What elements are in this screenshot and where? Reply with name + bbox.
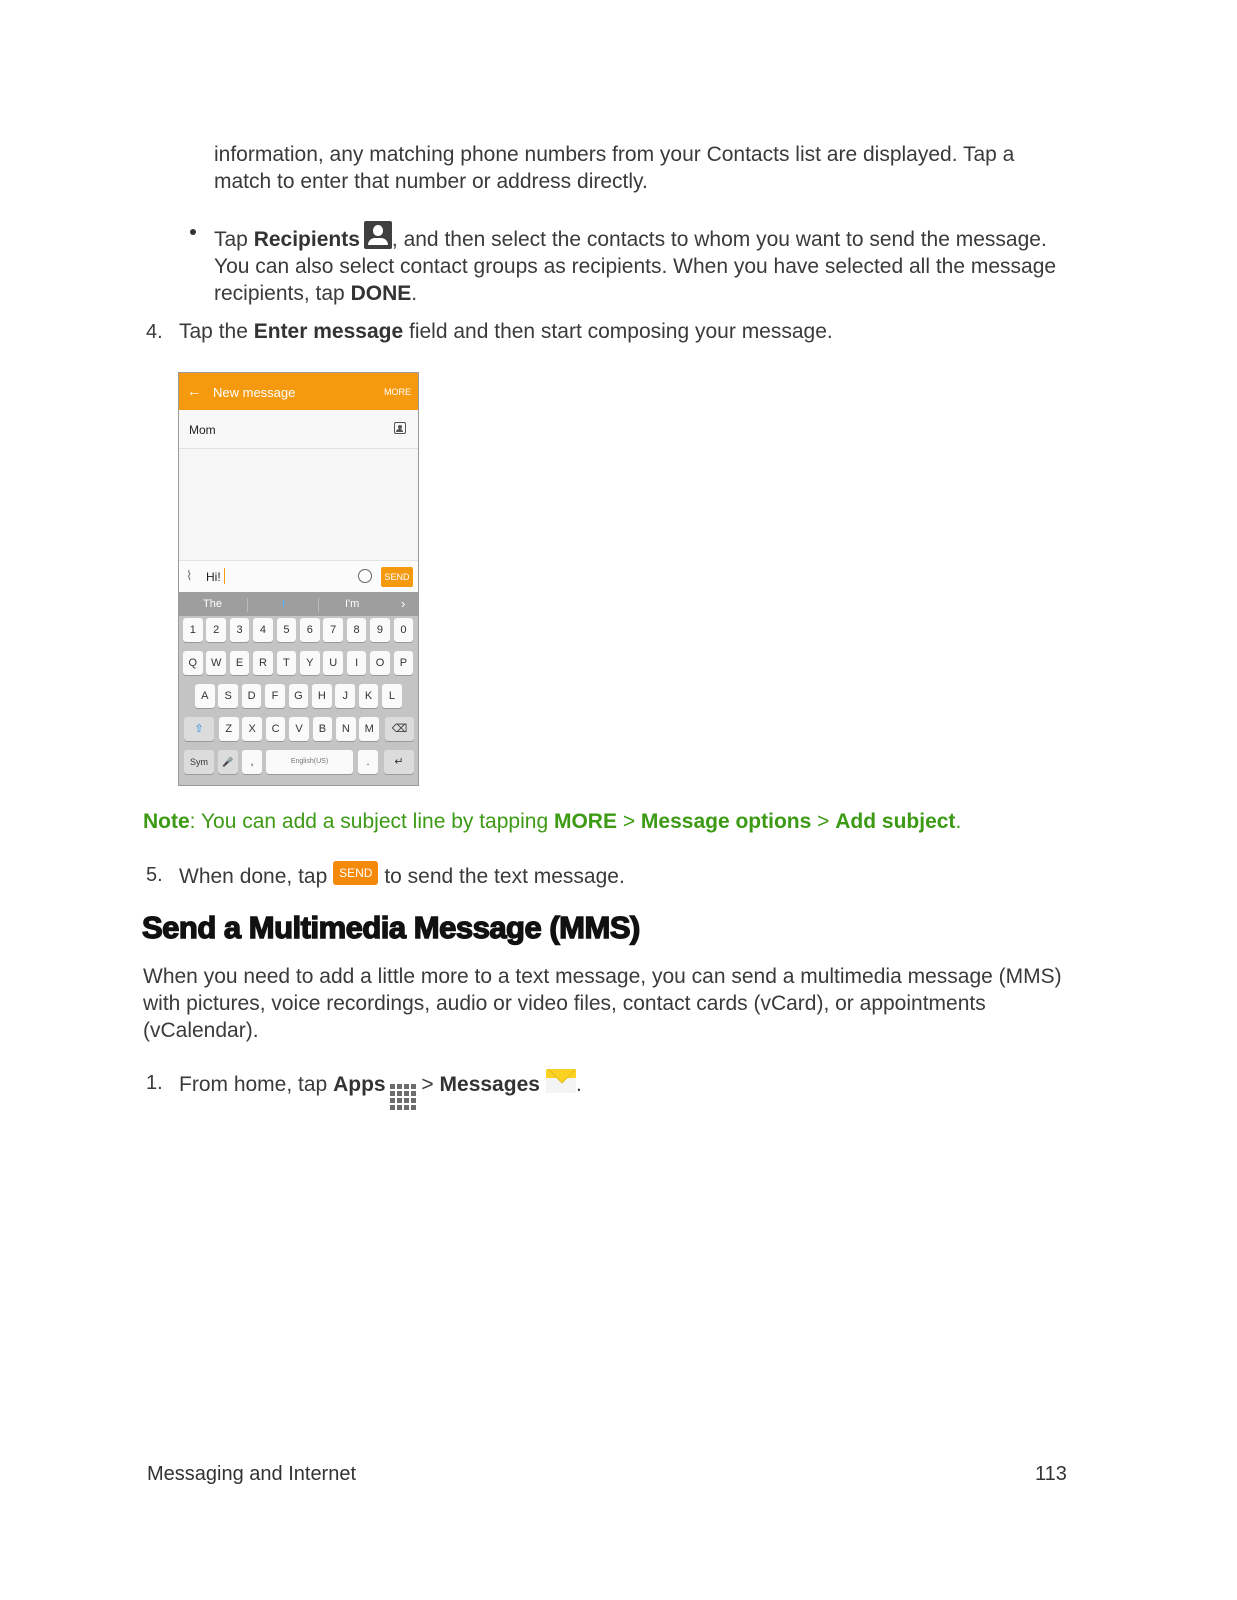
letter-key[interactable]: B bbox=[313, 717, 333, 741]
step-1-text: From home, tap Apps > Messages . bbox=[179, 1069, 582, 1110]
number-key[interactable]: 5 bbox=[277, 618, 297, 642]
letter-key[interactable]: J bbox=[335, 684, 355, 708]
letter-key[interactable]: I bbox=[347, 651, 367, 675]
note-label: Note bbox=[143, 810, 190, 833]
message-input[interactable]: Hi! bbox=[206, 570, 221, 584]
number-key[interactable]: 8 bbox=[347, 618, 367, 642]
number-key[interactable]: 0 bbox=[394, 618, 414, 642]
mms-line-3: (vCalendar). bbox=[143, 1019, 259, 1042]
letter-key[interactable]: W bbox=[206, 651, 226, 675]
contact-picker-icon[interactable] bbox=[394, 422, 406, 434]
letter-key[interactable]: K bbox=[359, 684, 379, 708]
messages-label: Messages bbox=[439, 1073, 540, 1096]
letter-key[interactable]: U bbox=[323, 651, 343, 675]
number-key[interactable]: 1 bbox=[183, 618, 203, 642]
contact-icon bbox=[364, 221, 392, 249]
text-cursor bbox=[224, 568, 225, 584]
letter-key[interactable]: C bbox=[266, 717, 286, 741]
letter-key[interactable]: P bbox=[394, 651, 414, 675]
attach-icon[interactable]: ⌇ bbox=[186, 568, 193, 583]
letter-key[interactable]: D bbox=[242, 684, 262, 708]
letter-key[interactable]: L bbox=[382, 684, 402, 708]
footer-page-number: 113 bbox=[1035, 1463, 1067, 1485]
intro-line-1: information, any matching phone numbers from your Contacts list are displayed. Tap a bbox=[214, 143, 1015, 166]
recipients-bullet bbox=[214, 221, 1056, 307]
letter-key[interactable]: O bbox=[370, 651, 390, 675]
back-arrow-icon[interactable]: ← bbox=[187, 383, 201, 399]
messages-envelope-icon bbox=[546, 1069, 576, 1093]
step-5-text: When done, tap SEND to send the text message. bbox=[179, 861, 625, 890]
intro-paragraph bbox=[214, 141, 1014, 195]
footer-section-name: Messaging and Internet bbox=[147, 1463, 357, 1485]
letter-key[interactable]: X bbox=[242, 717, 262, 741]
letter-key[interactable]: E bbox=[230, 651, 250, 675]
emoji-icon[interactable] bbox=[358, 569, 372, 583]
apps-label: Apps bbox=[333, 1073, 386, 1096]
note-more: MORE bbox=[553, 810, 617, 833]
shift-key[interactable]: ⇧ bbox=[184, 717, 214, 741]
letter-key[interactable]: Z bbox=[219, 717, 239, 741]
suggestion-2[interactable]: I bbox=[282, 598, 286, 610]
recipient-name: Mom bbox=[189, 423, 216, 437]
bullet-line-3: recipients, tap DONE. bbox=[214, 282, 418, 305]
recipients-label: Recipients bbox=[253, 228, 360, 251]
mms-paragraph bbox=[143, 963, 1062, 1044]
keyboard bbox=[179, 616, 418, 785]
bullet-dot bbox=[190, 229, 196, 235]
note-add-subject: Add subject bbox=[835, 810, 956, 833]
letter-key[interactable]: Q bbox=[183, 651, 203, 675]
period-key[interactable]: . bbox=[358, 750, 378, 774]
microphone-key[interactable]: 🎤 bbox=[218, 750, 238, 774]
letter-key[interactable]: V bbox=[289, 717, 309, 741]
step-5-number: 5. bbox=[146, 864, 163, 886]
apps-grid-icon bbox=[390, 1084, 416, 1110]
screen-title: New message bbox=[213, 385, 296, 400]
phone-screenshot bbox=[178, 372, 419, 786]
note-message-options: Message options bbox=[640, 810, 812, 833]
number-key[interactable]: 6 bbox=[300, 618, 320, 642]
more-button[interactable]: MORE bbox=[384, 387, 411, 397]
mms-line-2: with pictures, voice recordings, audio or video files, contact cards (vCard), or appointments bbox=[143, 992, 986, 1015]
mms-line-1: When you need to add a little more to a text message, you can send a multimedia message (MMS) bbox=[143, 965, 1062, 988]
suggestion-expand-icon[interactable]: › bbox=[401, 596, 406, 611]
section-heading: Send a Multimedia Message (MMS) bbox=[142, 910, 640, 945]
app-header bbox=[179, 373, 418, 410]
number-key[interactable]: 7 bbox=[323, 618, 343, 642]
suggestion-bar bbox=[179, 592, 418, 616]
letter-key[interactable]: T bbox=[277, 651, 297, 675]
suggestion-divider bbox=[247, 598, 248, 612]
number-key[interactable]: 9 bbox=[370, 618, 390, 642]
letter-key[interactable]: N bbox=[336, 717, 356, 741]
suggestion-3[interactable]: I'm bbox=[345, 598, 360, 610]
compose-bar bbox=[179, 560, 418, 593]
step-4-text: Tap the Enter message field and then start composing your message. bbox=[179, 320, 833, 343]
enter-key[interactable]: ↵ bbox=[384, 750, 414, 774]
done-label: DONE bbox=[350, 282, 412, 305]
note-line: Note: You can add a subject line by tapping MORE > Message options > Add subject. bbox=[143, 810, 962, 833]
letter-key[interactable]: Y bbox=[300, 651, 320, 675]
enter-message-label: Enter message bbox=[253, 320, 404, 343]
step-4-number: 4. bbox=[146, 321, 163, 343]
step-1-number: 1. bbox=[146, 1072, 163, 1094]
number-key[interactable]: 3 bbox=[230, 618, 250, 642]
letter-key[interactable]: F bbox=[265, 684, 285, 708]
letter-key[interactable]: H bbox=[312, 684, 332, 708]
letter-key[interactable]: G bbox=[289, 684, 309, 708]
backspace-key[interactable]: ⌫ bbox=[385, 717, 414, 741]
send-icon: SEND bbox=[333, 861, 378, 885]
space-key[interactable]: English(US) bbox=[266, 750, 353, 774]
letter-key[interactable]: M bbox=[359, 717, 379, 741]
suggestion-divider bbox=[318, 598, 319, 612]
letter-key[interactable]: S bbox=[218, 684, 238, 708]
intro-line-2: match to enter that number or address directly. bbox=[214, 170, 648, 193]
sym-key[interactable]: Sym bbox=[184, 750, 214, 774]
send-button[interactable]: SEND bbox=[381, 567, 413, 587]
letter-key[interactable]: A bbox=[195, 684, 215, 708]
number-key[interactable]: 4 bbox=[253, 618, 273, 642]
comma-key[interactable]: , bbox=[242, 750, 262, 774]
number-key[interactable]: 2 bbox=[206, 618, 226, 642]
bullet-line-1: Tap Recipients , and then select the contacts to whom you want to send the message. bbox=[214, 221, 1056, 253]
recipient-field[interactable] bbox=[179, 410, 418, 449]
bullet-line-2: You can also select contact groups as recipients. When you have selected all the message bbox=[214, 255, 1057, 278]
suggestion-1[interactable]: The bbox=[203, 598, 222, 610]
letter-key[interactable]: R bbox=[253, 651, 273, 675]
